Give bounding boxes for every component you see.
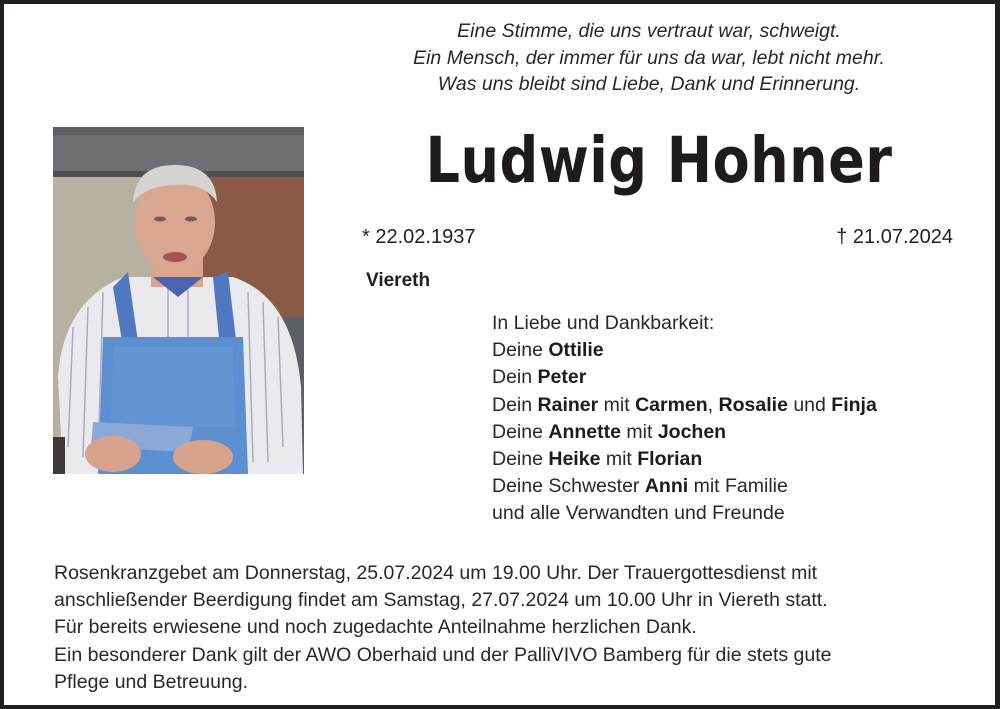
mourner-name: Peter — [537, 366, 587, 389]
mourner-name: Jochen — [657, 420, 727, 443]
notice-line: anschließender Beerdigung findet am Samstag, 27.07.2024 um 10.00 Uhr in Viereth statt. — [54, 589, 828, 612]
mourner-line — [492, 419, 877, 446]
mourner-name: Ottilie — [548, 339, 604, 362]
mourner-text: , — [707, 393, 719, 416]
mourner-name: Heike — [548, 448, 601, 471]
mourner-name: Florian — [637, 448, 703, 471]
obituary-card — [4, 4, 995, 705]
poem-line: Was uns bleibt sind Liebe, Dank und Erinnerung. — [437, 73, 861, 95]
mourner-text: mit — [598, 393, 636, 416]
mourner-text: Deine — [492, 420, 549, 443]
service-notice — [54, 560, 974, 696]
mourner-text: Deine — [492, 448, 549, 471]
poem-line: Ein Mensch, der immer für uns da war, lebt nicht mehr. — [413, 46, 885, 69]
notice-line: Für bereits erwiesene und noch zugedachte Anteilnahme herzlichen Dank. — [54, 616, 697, 639]
mourner-line — [492, 473, 877, 500]
mourner-line — [492, 392, 877, 419]
mourner-text: Deine Schwester — [492, 475, 645, 498]
mourner-name: Rainer — [537, 393, 599, 416]
mourner-line — [492, 500, 877, 527]
notice-line: Rosenkranzgebet am Donnerstag, 25.07.2024 um 19.00 Uhr. Der Trauergottesdienst mit — [54, 562, 818, 584]
mourner-name: Finja — [831, 393, 877, 416]
mourner-name: Anni — [644, 475, 689, 498]
mourner-text: mit Familie — [688, 475, 788, 498]
mourner-lines — [492, 337, 877, 527]
mourner-text: und — [787, 393, 832, 416]
mourner-line — [492, 337, 877, 364]
mourners-list — [492, 310, 877, 528]
portrait-photo — [53, 127, 304, 474]
mourner-text: und alle Verwandten und Freunde — [492, 502, 785, 525]
hometown: Viereth — [366, 270, 431, 291]
mourner-name: Annette — [548, 420, 621, 443]
deceased-name: Ludwig Hohner — [425, 124, 893, 197]
mourners-intro: In Liebe und Dankbarkeit: — [492, 312, 715, 334]
birth-date: * 22.02.1937 — [362, 226, 476, 248]
mourner-line — [492, 364, 877, 391]
notice-line: Pflege und Betreuung. — [54, 670, 249, 693]
mourner-name: Rosalie — [718, 393, 788, 416]
memorial-poem — [314, 18, 984, 98]
notice-line: Ein besonderer Dank gilt der AWO Oberhaid und der PalliVIVO Bamberg für die stets gute — [54, 643, 832, 666]
mourner-text: Dein — [492, 366, 538, 389]
mourner-text: Dein — [492, 393, 538, 416]
mourner-text: mit — [600, 448, 638, 471]
portrait-image-icon — [53, 127, 304, 474]
mourner-name: Carmen — [635, 393, 708, 416]
death-date: † 21.07.2024 — [836, 226, 953, 248]
mourner-text: mit — [620, 420, 658, 443]
mourner-line — [492, 446, 877, 473]
poem-line: Eine Stimme, die uns vertraut war, schweigt. — [457, 20, 841, 42]
mourner-text: Deine — [492, 339, 549, 362]
